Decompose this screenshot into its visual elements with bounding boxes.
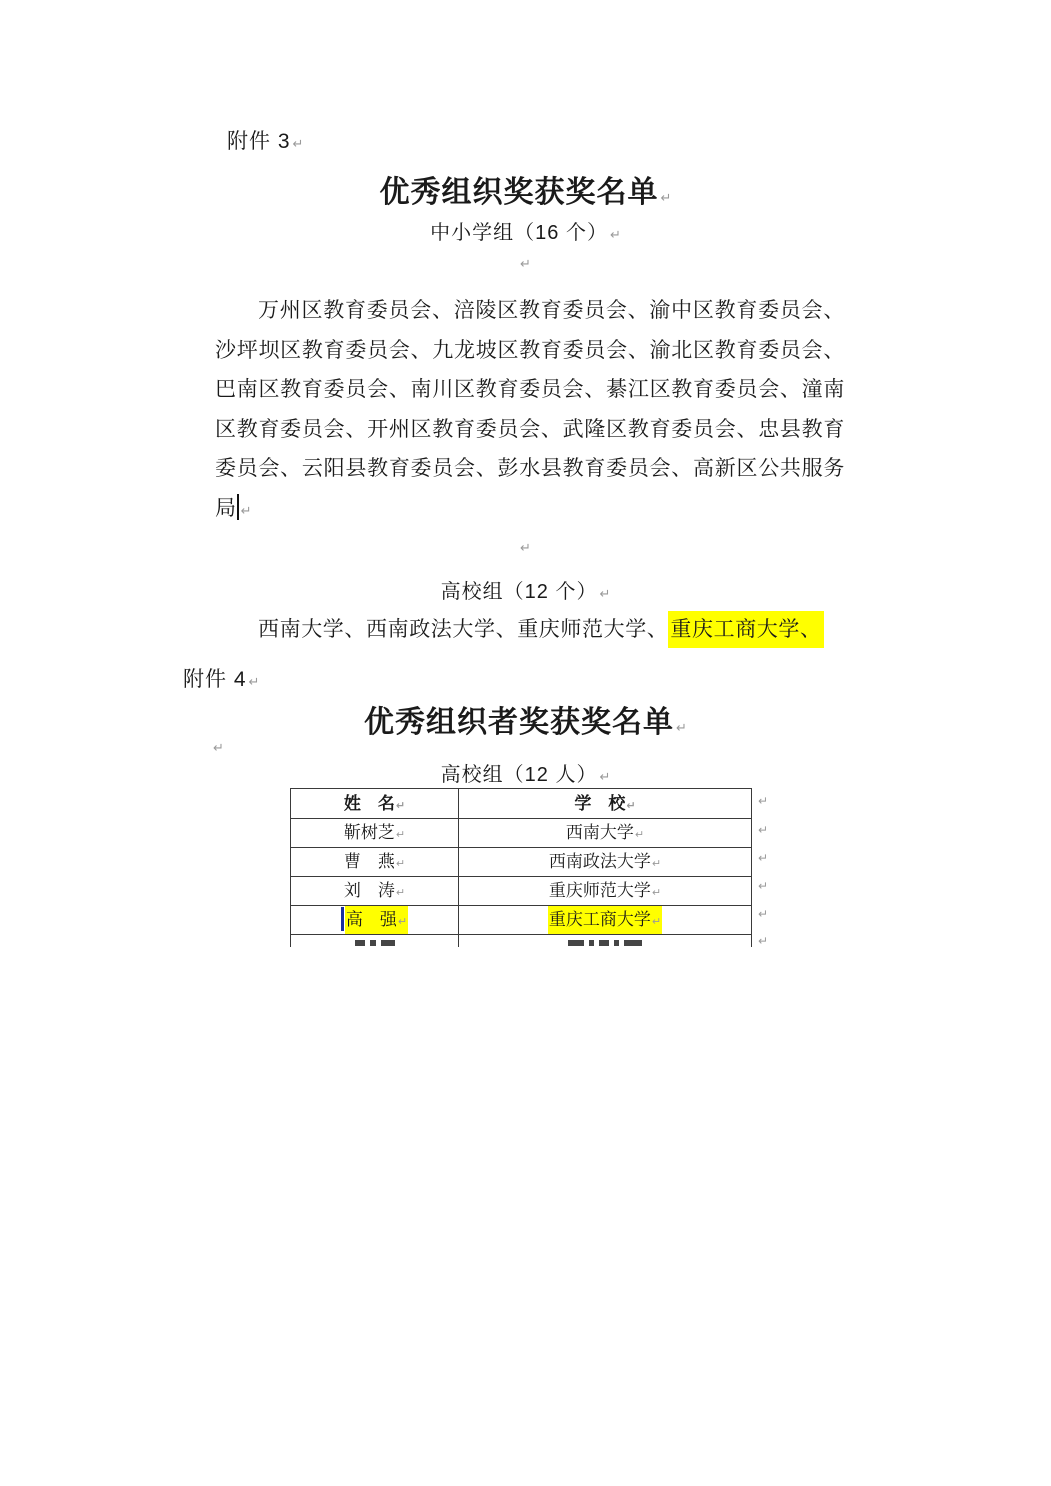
section2-title <box>0 697 1051 741</box>
school-text: 重庆师范大学 <box>548 881 651 900</box>
paragraph-mark-icon: ↵ <box>248 674 260 689</box>
attachment4-text: 附件 4 <box>183 668 247 691</box>
paragraph-mark-icon: ↵ <box>758 907 769 921</box>
attachment4-label <box>183 663 259 693</box>
paragraph-mark-icon: ↵ <box>758 934 769 948</box>
group3-heading <box>0 758 1051 787</box>
name-cell[interactable] <box>291 848 459 876</box>
header-school-text: 学 校 <box>574 794 626 813</box>
clipped-text-fragment <box>291 935 458 946</box>
table-row-highlighted[interactable] <box>291 906 751 935</box>
name-text-highlighted <box>345 906 408 934</box>
universities-line[interactable] <box>215 613 875 643</box>
paragraph-mark-icon: ↵ <box>599 586 611 601</box>
clipped-text-fragment <box>459 935 751 946</box>
group1-heading <box>0 216 1051 245</box>
paragraph-mark-icon: ↵ <box>240 502 252 518</box>
group2-heading <box>0 575 1051 604</box>
name-cell[interactable] <box>291 877 459 905</box>
paragraph-mark-icon: ↵ <box>213 740 224 755</box>
table-row[interactable] <box>291 819 751 848</box>
winners-table-grid <box>290 788 752 947</box>
header-name-cell <box>291 789 459 818</box>
paragraph-mark-icon: ↵ <box>651 916 662 928</box>
school-text-highlighted <box>548 906 662 934</box>
paragraph-mark-icon: ↵ <box>758 794 769 808</box>
group1-heading-text: 中小学组（16 个） <box>430 222 608 244</box>
table-row-clipped <box>291 935 751 947</box>
group3-heading-text: 高校组（12 人） <box>440 764 598 786</box>
paragraph-mark-icon: ↵ <box>626 800 636 812</box>
winners-paragraph[interactable] <box>215 291 845 531</box>
paragraph-mark-icon: ↵ <box>599 769 611 784</box>
universities-highlighted-text: 重庆工商大学、 <box>668 611 823 648</box>
section1-title <box>0 167 1051 211</box>
paragraph-mark-icon: ↵ <box>758 879 769 893</box>
paragraph-mark-icon: ↵ <box>395 829 406 841</box>
school-cell[interactable] <box>459 848 751 876</box>
school-text: 西南政法大学 <box>548 852 651 871</box>
attachment3-text: 附件 3 <box>227 130 291 153</box>
table-header-row <box>291 789 751 819</box>
section1-title-text: 优秀组织奖获奖名单 <box>379 176 659 209</box>
school-text: 西南大学 <box>565 823 634 842</box>
header-school-cell <box>459 789 751 818</box>
school-cell[interactable] <box>459 906 751 934</box>
table-row[interactable] <box>291 848 751 877</box>
school-text: 重庆工商大学 <box>548 910 651 929</box>
paragraph-mark-icon: ↵ <box>520 256 531 271</box>
paragraph-mark-icon: ↵ <box>651 887 662 899</box>
text-cursor <box>237 494 239 520</box>
universities-normal-text: 西南大学、西南政法大学、重庆师范大学、 <box>258 618 669 641</box>
name-text: 刘 涛 <box>343 881 395 900</box>
school-cell[interactable] <box>459 819 751 847</box>
paragraph-mark-icon: ↵ <box>395 887 406 899</box>
name-text: 高 强 <box>345 910 397 929</box>
header-name-text: 姓 名 <box>343 794 395 813</box>
section2-title-text: 优秀组织者奖获奖名单 <box>364 706 675 739</box>
paragraph-mark-icon: ↵ <box>520 540 531 555</box>
paragraph-mark-icon: ↵ <box>292 136 304 151</box>
paragraph-mark-icon: ↵ <box>651 858 662 870</box>
winners-paragraph-text: 万州区教育委员会、涪陵区教育委员会、渝中区教育委员会、沙坪坝区教育委员会、九龙坡区教育委员会、渝北区教育委员会、巴南区教育委员会、南川区教育委员会、綦江区教育委员会、潼南区教育委员会、开州区教育委员会、武隆区教育委员会、忠县教育委员会、云阳县教育委员会、彭水县教育委员会、高新区公共服务局 <box>215 299 845 520</box>
attachment3-label <box>227 125 303 155</box>
paragraph-mark-icon: ↵ <box>758 823 769 837</box>
paragraph-mark-icon: ↵ <box>397 916 408 928</box>
table-row[interactable] <box>291 877 751 906</box>
paragraph-mark-icon: ↵ <box>395 800 406 812</box>
name-cell[interactable] <box>291 819 459 847</box>
school-cell-clipped <box>459 935 751 947</box>
paragraph-mark-icon: ↵ <box>395 858 406 870</box>
paragraph-mark-icon: ↵ <box>634 829 645 841</box>
name-cell[interactable] <box>291 906 459 934</box>
paragraph-mark-icon: ↵ <box>609 227 621 242</box>
group2-heading-text: 高校组（12 个） <box>440 581 598 603</box>
name-text: 曹 燕 <box>343 852 395 871</box>
name-text: 靳树芝 <box>343 823 395 842</box>
school-cell[interactable] <box>459 877 751 905</box>
paragraph-mark-icon: ↵ <box>676 720 687 735</box>
paragraph-mark-icon: ↵ <box>660 190 672 205</box>
name-cell-clipped <box>291 935 459 947</box>
paragraph-mark-icon: ↵ <box>758 851 769 865</box>
selection-cursor <box>341 907 344 931</box>
winners-table[interactable] <box>290 788 756 947</box>
